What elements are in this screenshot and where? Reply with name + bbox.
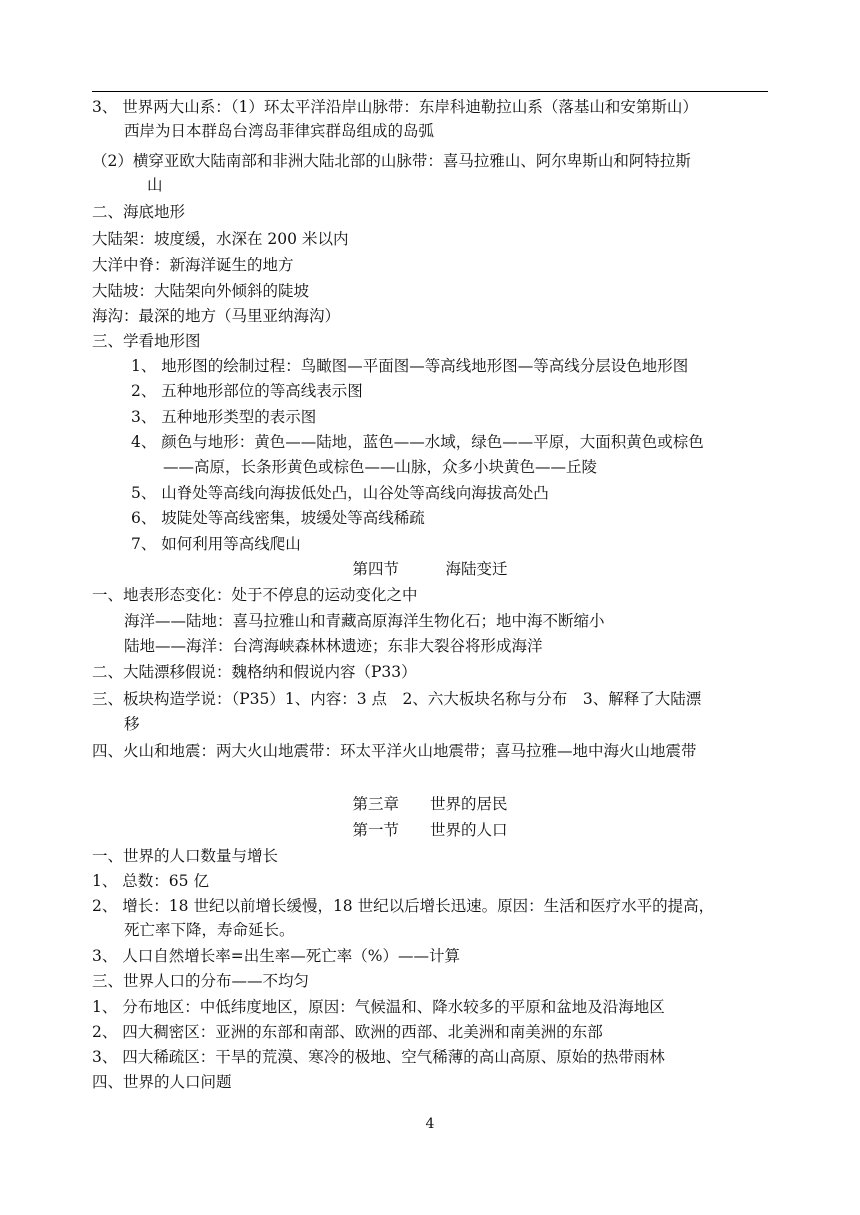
section-heading: 四、世界的人口问题 [92, 1073, 232, 1091]
text-line: 大洋中脊：新海洋诞生的地方 [92, 256, 294, 274]
list-item-continuation: 死亡率下降，寿命延长。 [124, 921, 295, 939]
text-line: 海沟：最深的地方（马里亚纳海沟） [92, 307, 341, 325]
text-line: （2）横穿亚欧大陆南部和非洲大陆北部的山脉带：喜马拉雅山、阿尔卑斯山和阿特拉斯 [92, 152, 691, 170]
list-item: 2、 五种地形部位的等高线表示图 [131, 382, 363, 400]
section-heading: 二、海底地形 [92, 203, 186, 221]
list-item: 3、 人口自然增长率=出生率—死亡率（%）——计算 [92, 947, 461, 965]
section-heading: 三、板块构造学说：（P35）1、内容：3 点 2、六大板块名称与分布 3、解释了大陆漂 [92, 690, 702, 708]
section-title: 第一节 世界的人口 [352, 821, 508, 839]
section-title: 第四节 海陆变迁 [352, 560, 508, 578]
text-line: 3、 世界两大山系：（1）环太平洋沿岸山脉带：东岸科迪勒拉山系（落基山和安第斯山） [92, 98, 698, 116]
list-item-continuation: ——高原，长条形黄色或棕色——山脉，众多小块黄色——丘陵 [163, 458, 598, 476]
header-rule [92, 91, 768, 92]
list-item: 7、 如何利用等高线爬山 [131, 535, 301, 553]
section-heading: 一、地表形态变化：处于不停息的运动变化之中 [92, 586, 418, 604]
list-item: 2、 四大稠密区：亚洲的东部和南部、欧洲的西部、北美洲和南美洲的东部 [92, 1023, 603, 1041]
list-item: 2、 增长：18 世纪以前增长缓慢，18 世纪以后增长迅速。原因：生活和医疗水平的提高， [92, 897, 715, 915]
list-item: 1、 总数：65 亿 [92, 872, 209, 890]
text-line: 大陆坡：大陆架向外倾斜的陡坡 [92, 282, 310, 300]
list-item: 1、 地形图的绘制过程：鸟瞰图—平面图—等高线地形图—等高线分层设色地形图 [131, 357, 689, 375]
section-heading: 三、世界人口的分布——不均匀 [92, 972, 310, 990]
text-line: 移 [124, 715, 140, 733]
list-item: 5、 山脊处等高线向海拔低处凸，山谷处等高线向海拔高处凸 [131, 484, 549, 502]
chapter-title: 第三章 世界的居民 [352, 795, 508, 813]
section-heading: 二、大陆漂移假说：魏格纳和假说内容（P33） [92, 663, 417, 681]
section-heading: 四、火山和地震：两大火山地震带：环太平洋火山地震带；喜马拉雅—地中海火山地震带 [92, 742, 697, 760]
section-heading: 三、学看地形图 [92, 332, 201, 350]
list-item: 4、 颜色与地形：黄色——陆地，蓝色——水域，绿色——平原，大面积黄色或棕色 [131, 433, 704, 451]
page-number: 4 [425, 1116, 435, 1132]
list-item: 3、 四大稀疏区：干旱的荒漠、寒冷的极地、空气稀薄的高山高原、原始的热带雨林 [92, 1048, 665, 1066]
text-line: 山 [147, 176, 163, 194]
list-item: 1、 分布地区：中低纬度地区，原因：气候温和、降水较多的平原和盆地及沿海地区 [92, 998, 665, 1016]
section-heading: 一、世界的人口数量与增长 [92, 847, 279, 865]
text-line: 大陆架：坡度缓，水深在 200 米以内 [92, 230, 349, 248]
text-line: 海洋——陆地：喜马拉雅山和青藏高原海洋生物化石；地中海不断缩小 [124, 612, 605, 630]
list-item: 3、 五种地形类型的表示图 [131, 408, 317, 426]
list-item: 6、 坡陡处等高线密集，坡缓处等高线稀疏 [131, 509, 425, 527]
text-line: 西岸为日本群岛台湾岛菲律宾群岛组成的岛弧 [124, 122, 435, 140]
text-line: 陆地——海洋：台湾海峡森林林遗迹；东非大裂谷将形成海洋 [124, 637, 543, 655]
